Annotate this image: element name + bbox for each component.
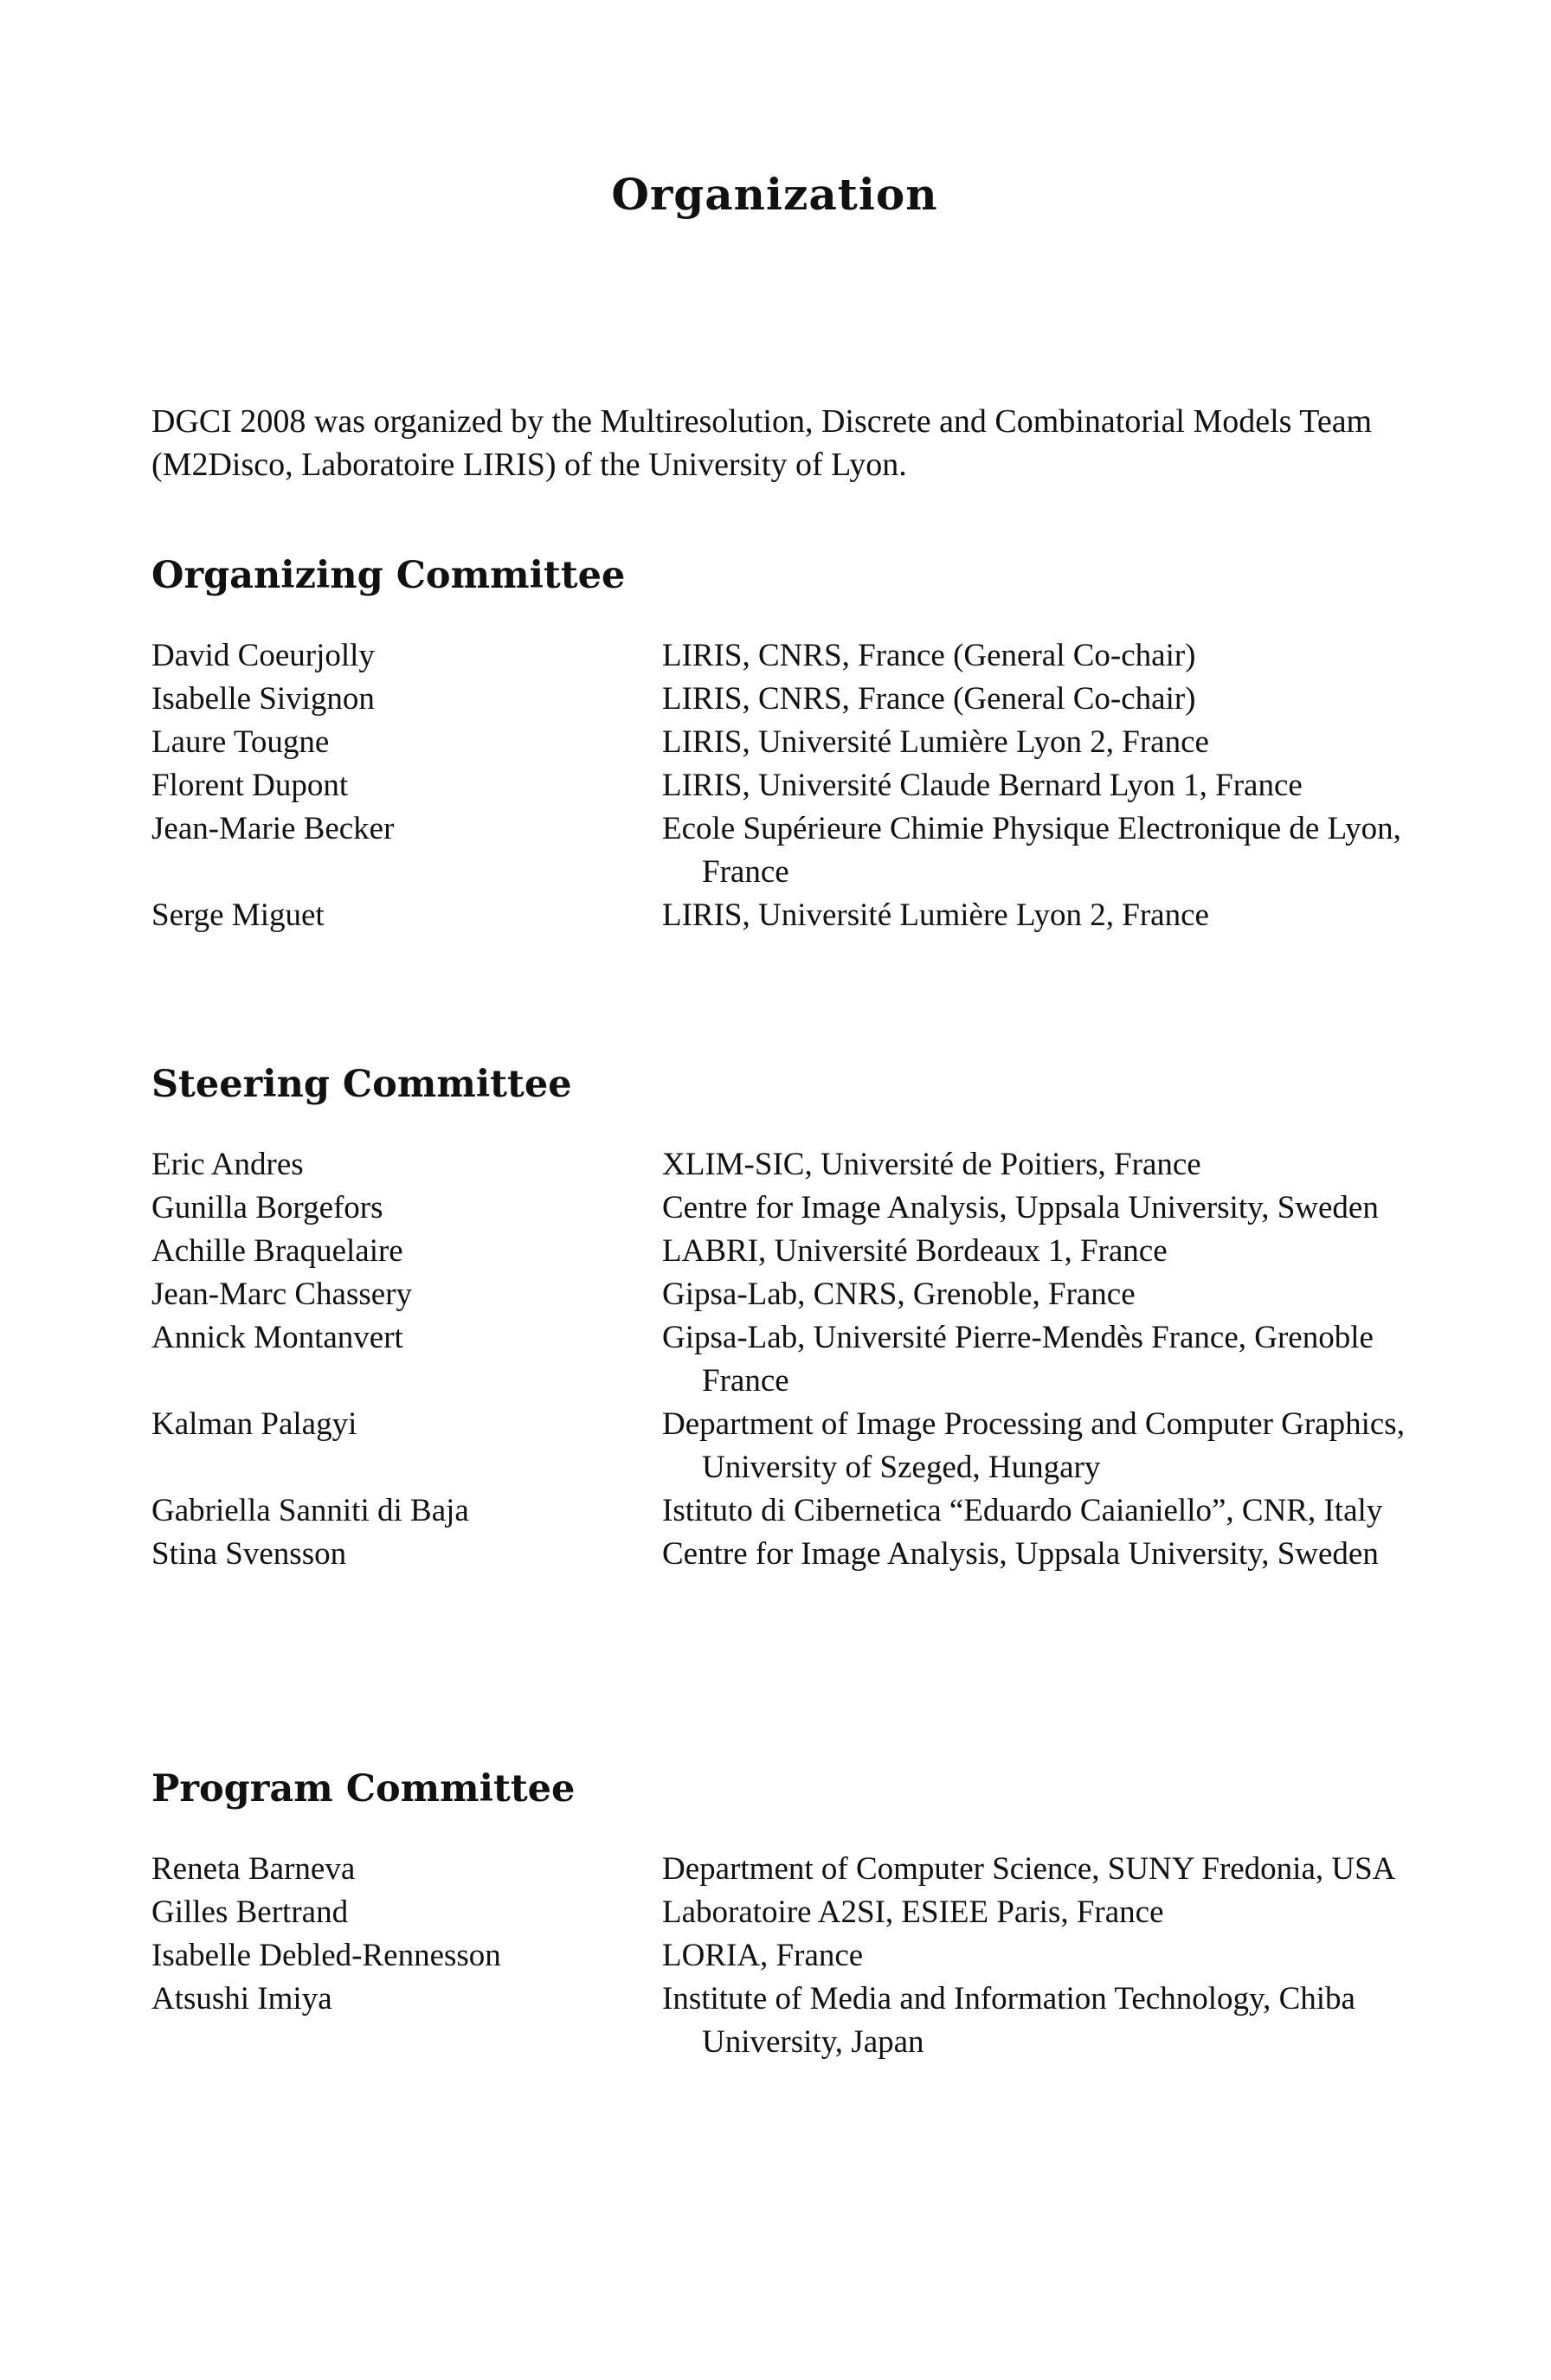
member-row	[151, 1143, 1406, 1187]
member-row	[151, 1891, 1406, 1934]
program-committee-section	[151, 1763, 1406, 2064]
member-affiliation: LIRIS, CNRS, France (General Co-chair)	[662, 681, 1196, 717]
member-name: Atsushi Imiya	[151, 1981, 332, 2017]
member-name: Gunilla Borgefors	[151, 1190, 383, 1225]
member-affiliation: Istituto di Cibernetica “Eduardo Caianiello”, CNR, Italy	[662, 1493, 1383, 1528]
member-name: Gilles Bertrand	[151, 1894, 349, 1930]
member-affiliation: Department of Image Processing and Computer Graphics, University of Szeged, Hungary	[662, 1406, 1405, 1485]
member-affiliation: Gipsa-Lab, CNRS, Grenoble, France	[662, 1277, 1136, 1312]
member-row	[151, 1403, 1406, 1489]
program-committee-heading: Program Committee	[151, 1767, 576, 1811]
member-name: Laure Tougne	[151, 724, 330, 760]
member-row	[151, 1187, 1406, 1230]
organizing-committee-section	[151, 550, 1406, 937]
member-row	[151, 1934, 1406, 1978]
member-name: Jean-Marie Becker	[151, 811, 395, 846]
organizing-committee-heading: Organizing Committee	[151, 554, 626, 597]
member-row	[151, 678, 1406, 721]
member-affiliation: Laboratoire A2SI, ESIEE Paris, France	[662, 1894, 1164, 1930]
member-row	[151, 807, 1406, 894]
member-name: Achille Braquelaire	[151, 1233, 403, 1269]
member-name: Isabelle Debled-Rennesson	[151, 1938, 501, 1973]
member-name: Reneta Barneva	[151, 1851, 356, 1887]
member-name: David Coeurjolly	[151, 638, 375, 673]
member-row	[151, 1978, 1406, 2064]
member-affiliation: Institute of Media and Information Technology, Chiba University, Japan	[662, 1981, 1355, 2060]
intro-paragraph: DGCI 2008 was organized by the Multiresolution, Discrete and Combinatorial Models Team (M2Disco, Laboratoire LIRIS) of the University of Lyon.	[151, 403, 1373, 483]
member-row	[151, 721, 1406, 764]
member-row	[151, 764, 1406, 807]
member-affiliation: LIRIS, Université Claude Bernard Lyon 1, France	[662, 768, 1303, 803]
member-name: Florent Dupont	[151, 768, 349, 803]
member-row	[151, 1533, 1406, 1576]
member-name: Stina Svensson	[151, 1536, 347, 1572]
page-title: Organization	[611, 169, 938, 220]
member-row	[151, 1230, 1406, 1273]
member-row	[151, 634, 1406, 678]
member-row	[151, 1848, 1406, 1891]
member-affiliation: LABRI, Université Bordeaux 1, France	[662, 1233, 1168, 1269]
program-committee-list	[151, 1848, 1406, 2064]
member-name: Gabriella Sanniti di Baja	[151, 1493, 469, 1528]
member-name: Kalman Palagyi	[151, 1406, 357, 1442]
member-affiliation: LIRIS, Université Lumière Lyon 2, France	[662, 897, 1209, 933]
member-affiliation: LIRIS, Université Lumière Lyon 2, France	[662, 724, 1209, 760]
organizing-committee-list	[151, 634, 1406, 937]
member-affiliation: LORIA, France	[662, 1938, 864, 1973]
member-name: Eric Andres	[151, 1147, 304, 1182]
member-affiliation: XLIM-SIC, Université de Poitiers, France	[662, 1147, 1201, 1182]
steering-committee-section	[151, 1058, 1406, 1576]
member-affiliation: Gipsa-Lab, Université Pierre-Mendès France, Grenoble France	[662, 1320, 1374, 1399]
member-affiliation: Ecole Supérieure Chimie Physique Electronique de Lyon, France	[662, 811, 1401, 890]
steering-committee-list	[151, 1143, 1406, 1576]
member-row	[151, 894, 1406, 937]
member-affiliation: Department of Computer Science, SUNY Fredonia, USA	[662, 1851, 1396, 1887]
member-affiliation: Centre for Image Analysis, Uppsala University, Sweden	[662, 1536, 1379, 1572]
member-affiliation: LIRIS, CNRS, France (General Co-chair)	[662, 638, 1196, 673]
steering-committee-heading: Steering Committee	[151, 1063, 572, 1106]
member-affiliation: Centre for Image Analysis, Uppsala University, Sweden	[662, 1190, 1379, 1225]
member-name: Jean-Marc Chassery	[151, 1277, 413, 1312]
member-name: Annick Montanvert	[151, 1320, 403, 1355]
member-row	[151, 1489, 1406, 1533]
member-row	[151, 1316, 1406, 1403]
member-row	[151, 1273, 1406, 1316]
member-name: Serge Miguet	[151, 897, 325, 933]
member-name: Isabelle Sivignon	[151, 681, 375, 717]
